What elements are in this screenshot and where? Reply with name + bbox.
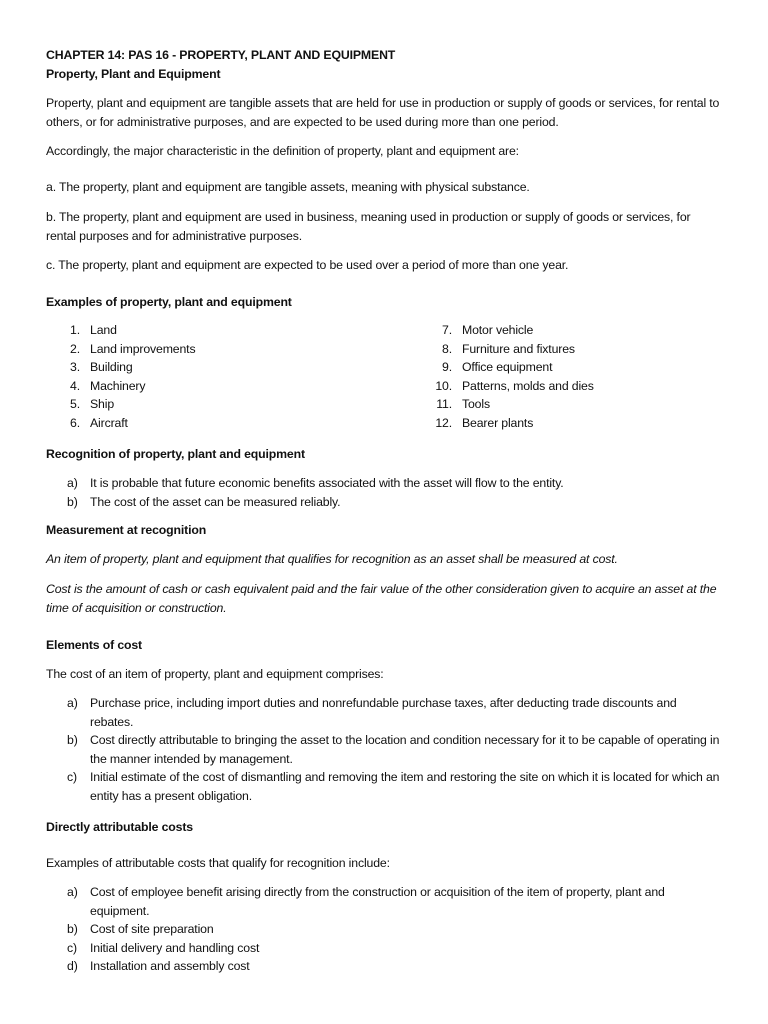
item-number: 6.	[70, 415, 80, 430]
item-text: Purchase price, including import duties and nonrefundable purchase taxes, after deducting trade discounts and rebates.	[90, 696, 677, 729]
item-text: Cost of site preparation	[90, 922, 214, 936]
item-text: Installation and assembly cost	[90, 959, 250, 973]
item-text: Bearer plants	[462, 415, 534, 430]
characteristic-b: b. The property, plant and equipment are used in business, meaning used in production or supply of goods or services, for rental purposes and for administrative purposes.	[46, 210, 691, 243]
item-text: Machinery	[90, 378, 146, 393]
item-text: Office equipment	[462, 360, 553, 374]
section-title: Property, Plant and Equipment	[46, 67, 221, 81]
item-text: Initial estimate of the cost of dismantling and removing the item and restoring the site on which it is located for which an entity has a present obligation.	[90, 770, 720, 803]
item-number: 5.	[70, 397, 80, 411]
list-item	[418, 340, 748, 359]
item-number: 1.	[70, 323, 80, 337]
item-marker: c)	[67, 940, 77, 955]
item-text: Initial delivery and handling cost	[90, 940, 260, 955]
direct-heading: Directly attributable costs	[46, 820, 193, 834]
list-item	[46, 939, 722, 958]
list-item	[46, 957, 722, 976]
item-text: Building	[90, 360, 133, 374]
item-text: Tools	[462, 397, 490, 411]
item-marker: d)	[67, 959, 78, 973]
list-item	[46, 883, 722, 920]
list-item	[46, 414, 376, 433]
item-number: 7.	[442, 323, 452, 337]
measurement-paragraph-1: An item of property, plant and equipment that qualifies for recognition as an asset shall be measured at cost.	[46, 552, 618, 566]
examples-list-left	[46, 321, 376, 432]
examples-list-right	[418, 321, 748, 432]
list-item	[46, 694, 722, 731]
item-number: 8.	[442, 341, 452, 356]
item-text: Land	[90, 323, 117, 337]
list-item	[46, 377, 376, 396]
characteristic-c: c. The property, plant and equipment are expected to be used over a period of more than one year.	[46, 258, 569, 272]
item-text: It is probable that future economic benefits associated with the asset will flow to the entity.	[90, 476, 564, 490]
intro-paragraph: Property, plant and equipment are tangible assets that are held for use in production or supply of goods or services, for rental to others, or for administrative purposes, and are expected to be used during more than one period.	[46, 96, 720, 129]
item-text: Cost directly attributable to bringing the asset to the location and condition necessary for it to be capable of operating in the manner intended by management.	[90, 733, 720, 766]
item-marker: b)	[67, 494, 78, 509]
item-marker: c)	[67, 770, 77, 784]
characteristic-a: a. The property, plant and equipment are tangible assets, meaning with physical substance.	[46, 180, 530, 194]
list-item	[46, 731, 722, 768]
list-item	[418, 377, 748, 396]
list-item	[46, 340, 376, 359]
item-number: 3.	[70, 360, 80, 374]
item-text: Furniture and fixtures	[462, 341, 575, 356]
list-item	[46, 474, 722, 493]
chapter-title: CHAPTER 14: PAS 16 - PROPERTY, PLANT AND EQUIPMENT	[46, 48, 396, 62]
list-item	[46, 920, 722, 939]
item-text: Aircraft	[90, 415, 128, 430]
list-item	[46, 768, 722, 805]
direct-lead: Examples of attributable costs that qualify for recognition include:	[46, 856, 390, 870]
item-number: 12.	[435, 415, 452, 430]
item-marker: b)	[67, 922, 78, 936]
measurement-heading: Measurement at recognition	[46, 523, 207, 537]
item-marker: a)	[67, 885, 78, 899]
list-item	[46, 493, 722, 512]
recognition-heading: Recognition of property, plant and equipment	[46, 447, 305, 461]
list-item	[46, 358, 376, 377]
list-item	[418, 395, 748, 414]
item-marker: b)	[67, 733, 78, 747]
item-text: Ship	[90, 397, 115, 411]
list-item	[46, 395, 376, 414]
list-item	[418, 358, 748, 377]
recognition-list	[46, 474, 722, 511]
list-item	[418, 321, 748, 340]
item-text: Patterns, molds and dies	[462, 378, 594, 393]
list-item	[418, 414, 748, 433]
item-marker: a)	[67, 696, 78, 710]
characteristics-lead: Accordingly, the major characteristic in the definition of property, plant and equipment are:	[46, 144, 519, 158]
measurement-paragraph-2: Cost is the amount of cash or cash equivalent paid and the fair value of the other consideration given to acquire an asset at the time of acquisition or construction.	[46, 582, 717, 615]
item-number: 2.	[70, 341, 80, 356]
item-text: Land improvements	[90, 341, 196, 356]
item-number: 10.	[435, 378, 452, 393]
elements-list	[46, 694, 722, 805]
item-text: Motor vehicle	[462, 323, 534, 337]
elements-lead: The cost of an item of property, plant and equipment comprises:	[46, 667, 384, 681]
item-text: Cost of employee benefit arising directly from the construction or acquisition of the item of property, plant and equipment.	[90, 885, 665, 918]
item-number: 11.	[436, 397, 452, 411]
list-item	[46, 321, 376, 340]
direct-list	[46, 883, 722, 976]
item-number: 4.	[70, 378, 80, 393]
examples-heading: Examples of property, plant and equipment	[46, 295, 292, 309]
elements-heading: Elements of cost	[46, 638, 142, 652]
item-marker: a)	[67, 476, 78, 490]
item-number: 9.	[442, 360, 452, 374]
item-text: The cost of the asset can be measured reliably.	[90, 494, 341, 509]
